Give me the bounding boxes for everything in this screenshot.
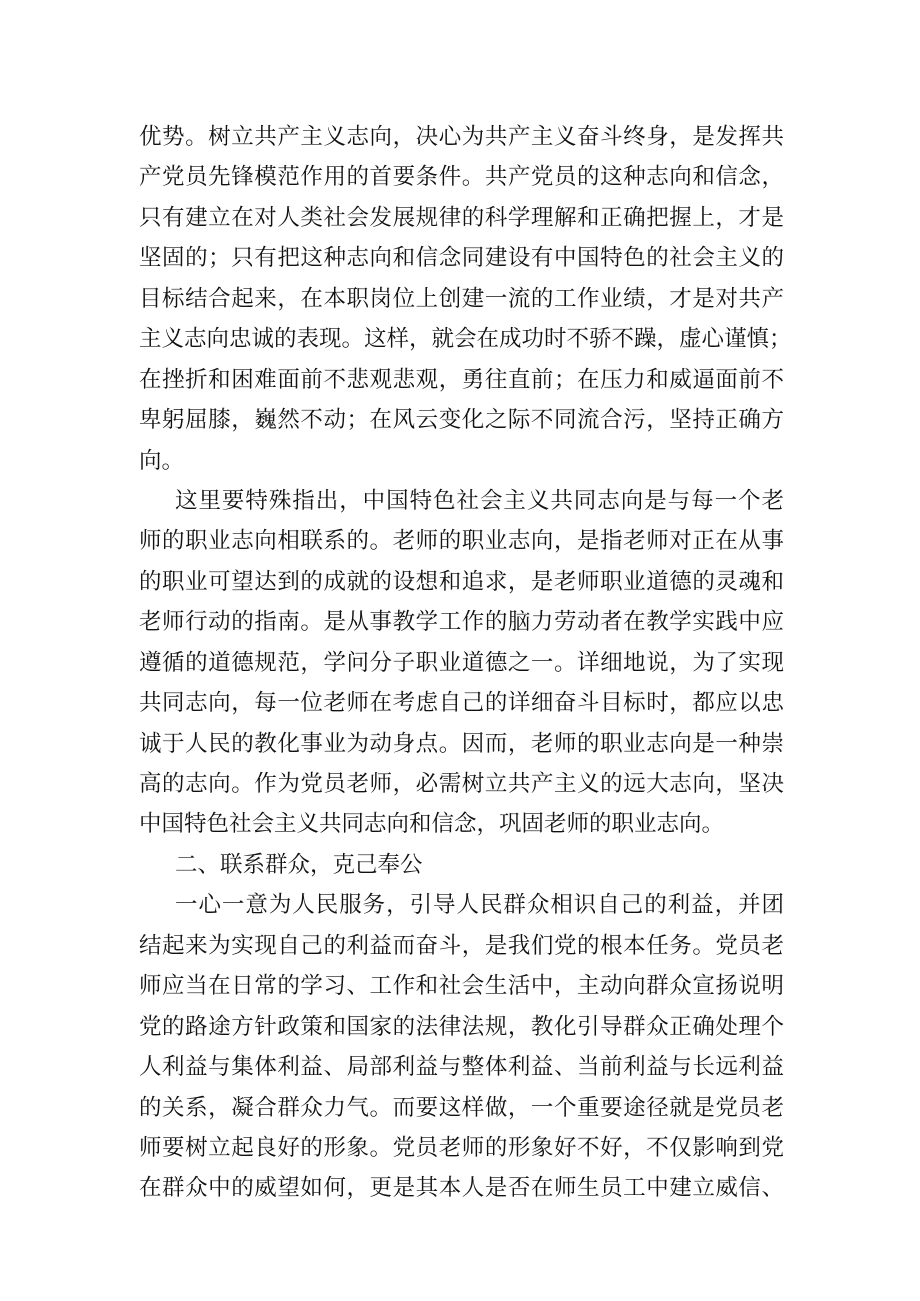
text-line: 结起来为实现自己的利益而奋斗，是我们党的根本任务。党员老 xyxy=(139,932,784,959)
text-line: 主义志向忠诚的表现。这样，就会在成功时不骄不躁，虚心谨慎； xyxy=(139,326,792,353)
text-line: 产党员先锋模范作用的首要条件。共产党员的这种志向和信念， xyxy=(139,164,784,191)
text-line: 坚固的；只有把这种志向和信念同建设有中国特色的社会主义的 xyxy=(139,245,784,272)
text-line: 遵循的道德规范，学问分子职业道德之一。详细地说，为了实现 xyxy=(139,649,784,676)
text-line: 师应当在日常的学习、工作和社会生活中，主动向群众宣扬说明 xyxy=(139,973,784,1000)
text-line: 师要树立起良好的形象。党员老师的形象好不好，不仅影响到党 xyxy=(139,1134,784,1161)
text-line: 的职业可望达到的成就的设想和追求，是老师职业道德的灵魂和 xyxy=(139,568,784,595)
section-heading xyxy=(139,845,784,885)
text-line: 师的职业志向相联系的。老师的职业志向，是指老师对正在从事 xyxy=(139,528,784,555)
text-line: 在群众中的威望如何，更是其本人是否在师生员工中建立威信、 xyxy=(139,1175,784,1202)
text-line: 卑躬屈膝，巍然不动；在风云变化之际不同流合污，坚持正确方 xyxy=(139,407,784,434)
text-line: 这里要特殊指出，中国特色社会主义共同志向是与每一个老 xyxy=(175,487,784,514)
text-line: 共同志向，每一位老师在考虑自己的详细奋斗目标时，都应以忠 xyxy=(139,690,784,717)
text-line: 中国特色社会主义共同志向和信念，巩固老师的职业志向。 xyxy=(139,811,725,838)
text-line: 党的路途方针政策和国家的法律法规，教化引导群众正确处理个 xyxy=(139,1013,784,1040)
text-line: 老师行动的指南。是从事教学工作的脑力劳动者在教学实践中应 xyxy=(139,609,784,636)
text-line: 目标结合起来，在本职岗位上创建一流的工作业绩，才是对共产 xyxy=(139,285,784,312)
document-body xyxy=(139,117,792,1209)
paragraph-connect-masses xyxy=(139,885,784,1209)
text-line: 诚于人民的教化事业为动身点。因而，老师的职业志向是一种崇 xyxy=(139,730,784,757)
text-line: 一心一意为人民服务，引导人民群众相识自己的利益，并团 xyxy=(175,892,784,919)
text-line: 人利益与集体利益、局部利益与整体利益、当前利益与长远利益 xyxy=(139,1054,784,1081)
paragraph-ideal-conviction xyxy=(139,117,792,481)
paragraph-teacher-professional-ideal xyxy=(139,481,784,845)
text-line: 高的志向。作为党员老师，必需树立共产主义的远大志向，坚决 xyxy=(139,771,784,797)
section-heading-text: 二、联系群众，克己奉公 xyxy=(175,851,423,878)
text-line: 向。 xyxy=(139,447,185,474)
text-line: 在挫折和困难面前不悲观悲观，勇往直前；在压力和威逼面前不 xyxy=(139,366,784,393)
text-line: 优势。树立共产主义志向，决心为共产主义奋斗终身，是发挥共 xyxy=(139,124,784,150)
text-line: 只有建立在对人类社会发展规律的科学理解和正确把握上，才是 xyxy=(139,204,784,231)
text-line: 的关系，凝合群众力气。而要这样做，一个重要途径就是党员老 xyxy=(139,1094,784,1121)
